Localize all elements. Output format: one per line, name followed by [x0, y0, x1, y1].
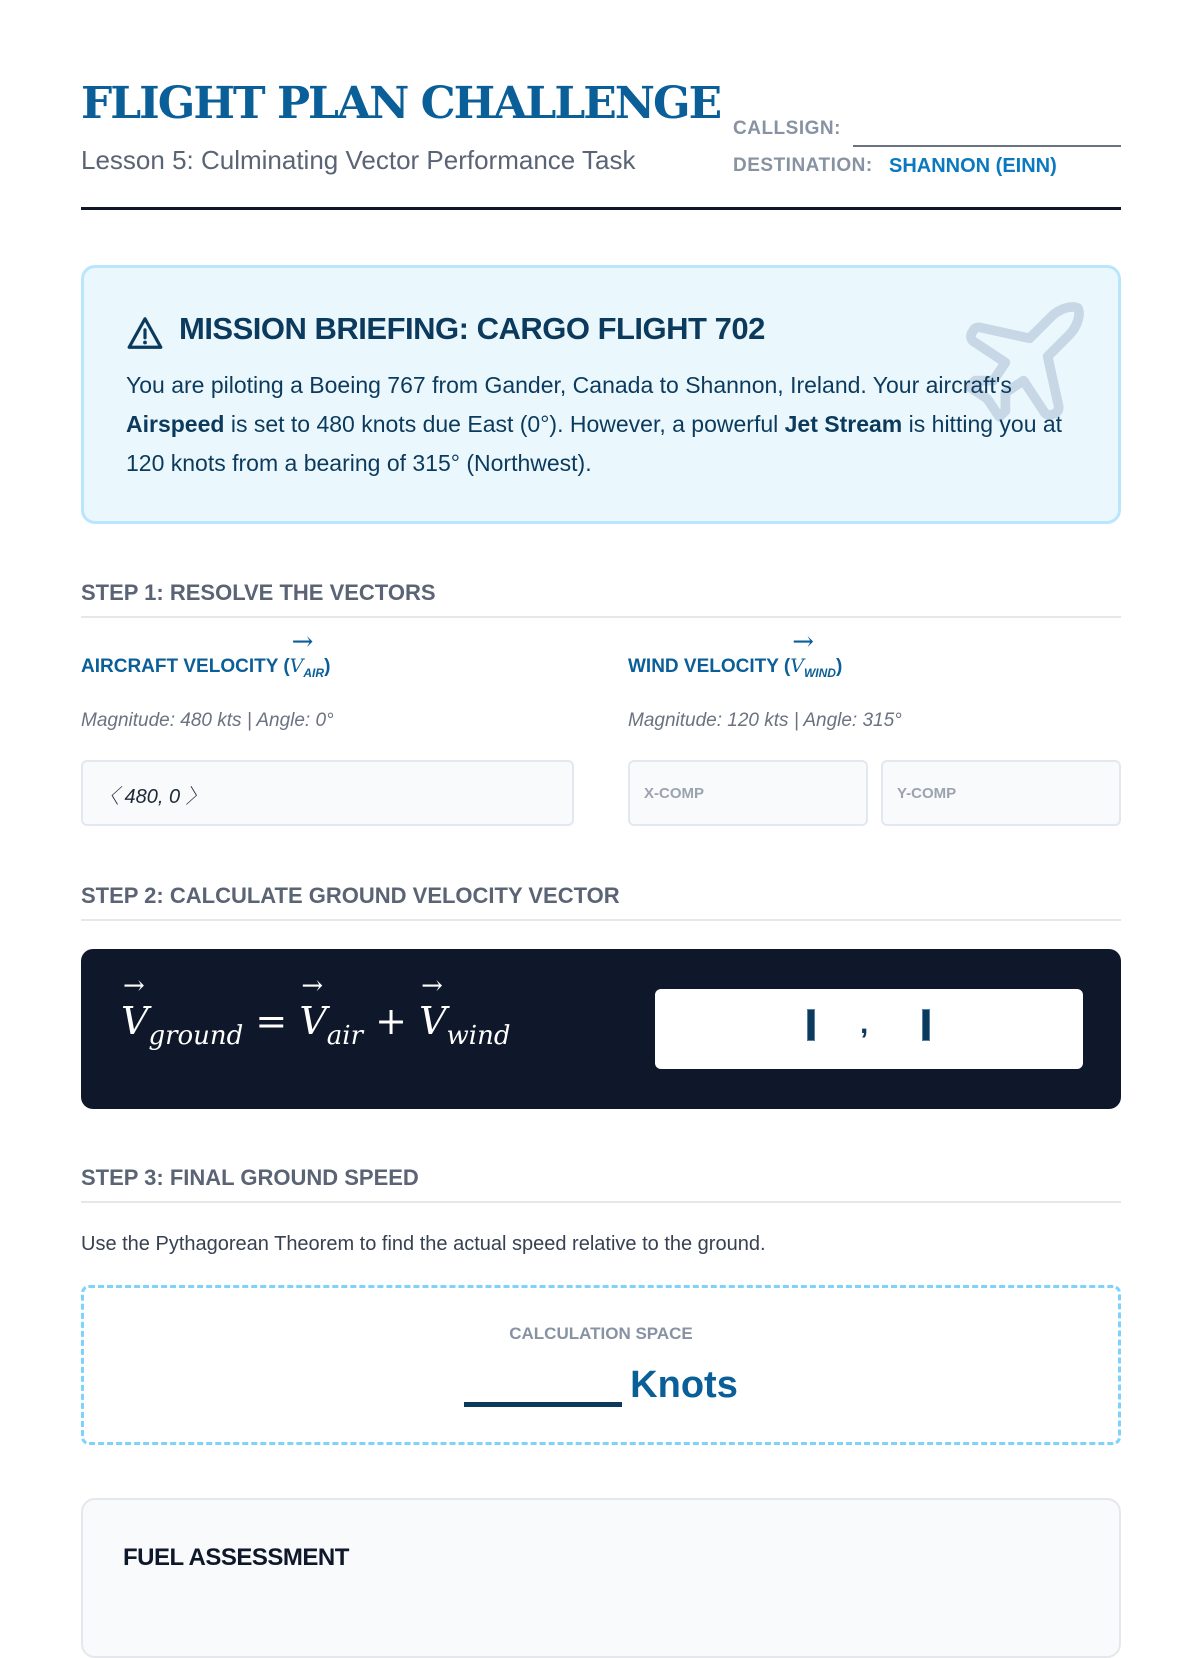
destination-label: DESTINATION: [733, 155, 873, 176]
aircraft-velocity-note: Magnitude: 480 kts | Angle: 0° [81, 710, 334, 731]
wind-x-component-input[interactable] [630, 762, 866, 824]
aircraft-vector-box [81, 760, 574, 826]
ground-vector-answer-box[interactable] [655, 989, 1083, 1069]
ground-y-blank[interactable] [922, 1009, 930, 1041]
airspeed-term: Airspeed [126, 411, 225, 437]
briefing-title: MISSION BRIEFING: CARGO FLIGHT 702 [179, 311, 765, 346]
step3-heading: STEP 3: FINAL GROUND SPEED [81, 1165, 1121, 1203]
aircraft-vector-value: 〈 480, 0 〉 [99, 786, 206, 808]
page-header [81, 0, 1121, 210]
mission-briefing-card [81, 265, 1121, 524]
callsign-label: CALLSIGN: [733, 118, 841, 139]
callsign-input-line[interactable] [853, 145, 1121, 147]
knots-unit: Knots [630, 1364, 738, 1406]
page-title: FLIGHT PLAN CHALLENGE [81, 78, 721, 129]
wind-velocity-note: Magnitude: 120 kts | Angle: 315° [628, 710, 902, 731]
ground-velocity-panel [81, 949, 1121, 1109]
wind-y-component-box[interactable] [881, 760, 1121, 826]
ground-speed-blank[interactable] [464, 1360, 622, 1407]
calculation-space[interactable] [81, 1285, 1121, 1445]
vector-sum-formula: → $V_{ground}$ = → $V_{air}$ + → $V_{wind}$ [121, 999, 511, 1051]
ground-speed-answer [84, 1360, 1118, 1407]
fuel-assessment-title: FUEL ASSESSMENT [123, 1544, 349, 1571]
page-subtitle: Lesson 5: Culminating Vector Performance Task [81, 145, 636, 175]
answer-comma: , [860, 1007, 869, 1040]
calculation-space-label: CALCULATION SPACE [509, 1324, 693, 1343]
ground-x-blank[interactable] [807, 1009, 815, 1041]
destination-value: SHANNON (EINN) [889, 155, 1057, 177]
aircraft-velocity-title: AIRCRAFT VELOCITY (→ $V_{AIR}$) [81, 655, 330, 680]
worksheet-page [81, 0, 1121, 1571]
fuel-assessment-card [81, 1498, 1121, 1658]
warning-icon [126, 314, 164, 352]
wind-x-component-box[interactable] [628, 760, 868, 826]
wind-velocity-title: WIND VELOCITY (→ $V_{WIND}$) [628, 655, 842, 680]
wind-y-component-input[interactable] [883, 762, 1119, 824]
step1-heading: STEP 1: RESOLVE THE VECTORS [81, 580, 1121, 618]
briefing-text: You are piloting a Boeing 767 from Gander, Canada to Shannon, Ireland. Your aircraft's Airspeed is set to 480 knots due East (0°). However, a powerful Jet Stream is hitting you at 120 knots from a bearing of 315° (Northwest). [126, 372, 1063, 476]
step3-instruction: Use the Pythagorean Theorem to find the actual speed relative to the ground. [81, 1233, 766, 1255]
step2-heading: STEP 2: CALCULATE GROUND VELOCITY VECTOR [81, 883, 1121, 921]
jet-stream-term: Jet Stream [784, 411, 903, 437]
